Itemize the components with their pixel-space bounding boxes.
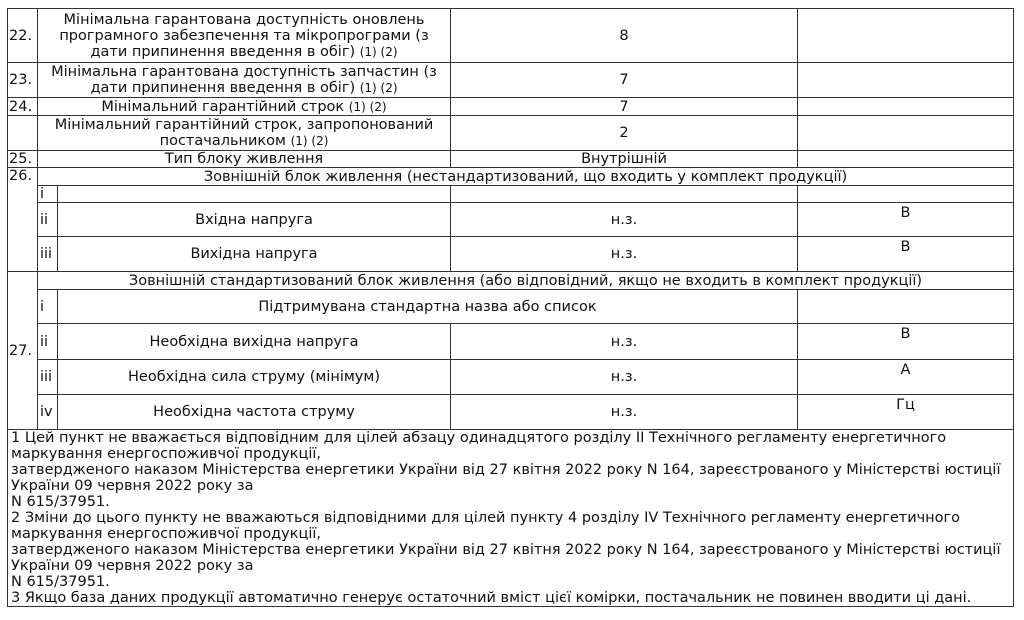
sub-index: iii — [38, 237, 58, 272]
footnote-refs: (1) (2) — [348, 99, 387, 114]
sub-value — [451, 186, 798, 203]
table-row — [8, 203, 1014, 237]
section-header: Зовнішній стандартизований блок живлення (або відповідний, якщо не входить в комплект продукції) — [38, 272, 1014, 290]
sub-label — [58, 186, 451, 203]
sub-label: Вхідна напруга — [58, 203, 451, 237]
row-number: 22. — [8, 9, 38, 63]
footnotes-row — [8, 430, 1014, 607]
footnotes — [8, 430, 1014, 607]
sub-value: н.з. — [451, 237, 798, 272]
footnote-refs: (1) (2) — [359, 44, 398, 59]
sub-unit: В — [798, 203, 1014, 237]
row-number: 25. — [8, 151, 38, 168]
row-extra — [798, 151, 1014, 168]
section-header: Зовнішній блок живлення (нестандартизований, що входить у комплект продукції) — [38, 168, 1014, 186]
table-row — [8, 186, 1014, 203]
row-number: 24. — [8, 98, 38, 116]
sub-label: Необхідна частота струму — [58, 395, 451, 430]
footnote-line: затвердженого наказом Міністерства енергетики України від 27 квітня 2022 року N 164, зареєстрованого у Міністерстві юстиції України 09 червня 2022 року за — [11, 462, 1001, 494]
sub-value: н.з. — [451, 360, 798, 395]
sub-label: Необхідна сила струму (мінімум) — [58, 360, 451, 395]
table-row — [8, 360, 1014, 395]
row-number — [8, 116, 38, 151]
row-number: 26. — [8, 168, 38, 272]
table-row — [8, 168, 1014, 186]
sub-label: Підтримувана стандартна назва або список — [58, 290, 798, 324]
footnote-line: затвердженого наказом Міністерства енергетики України від 27 квітня 2022 року N 164, зареєстрованого у Міністерстві юстиції України 09 червня 2022 року за — [11, 542, 1001, 574]
sub-index: iv — [38, 395, 58, 430]
row-label: Мінімальна гарантована доступність запчастин (з дати припинення введення в обіг) (1) (2) — [38, 63, 451, 98]
sub-label: Вихідна напруга — [58, 237, 451, 272]
row-extra — [798, 116, 1014, 151]
table-row — [8, 116, 1014, 151]
row-extra — [798, 98, 1014, 116]
row-extra — [798, 9, 1014, 63]
row-label: Мінімальна гарантована доступність оновлень програмного забезпечення та мікропрограми (з дати припинення введення в обіг) (1) (2) — [38, 9, 451, 63]
footnote-line: N 615/37951. — [11, 574, 110, 590]
row-extra — [798, 63, 1014, 98]
table-row — [8, 272, 1014, 290]
sub-value: н.з. — [451, 203, 798, 237]
sub-unit: В — [798, 237, 1014, 272]
sub-index: ii — [38, 324, 58, 360]
footnote-line: N 615/37951. — [11, 494, 110, 510]
footnote-refs: (1) (2) — [359, 81, 398, 95]
table-row — [8, 63, 1014, 98]
table-row — [8, 290, 1014, 324]
sub-unit — [798, 290, 1014, 324]
sub-index: i — [38, 186, 58, 203]
footnote-refs: (1) (2) — [290, 134, 329, 148]
sub-value: н.з. — [451, 324, 798, 360]
table-row — [8, 237, 1014, 272]
sub-index: iii — [38, 360, 58, 395]
table-row — [8, 395, 1014, 430]
row-label: Мінімальний гарантійний строк, запропонований постачальником (1) (2) — [38, 116, 451, 151]
sub-value: н.з. — [451, 395, 798, 430]
row-number: 23. — [8, 63, 38, 98]
sub-index: i — [38, 290, 58, 324]
row-value: 7 — [451, 63, 798, 98]
row-value: 2 — [451, 116, 798, 151]
row-value: Внутрішній — [451, 151, 798, 168]
table-row — [8, 9, 1014, 63]
sub-unit: Гц — [798, 395, 1014, 430]
table-row — [8, 324, 1014, 360]
row-number: 27. — [8, 272, 38, 430]
spec-table — [7, 8, 1014, 607]
sub-unit — [798, 186, 1014, 203]
table-row — [8, 151, 1014, 168]
row-value: 8 — [451, 9, 798, 63]
footnote-line: 3 Якщо база даних продукції автоматично генерує остаточний вміст цієї комірки, постачальник не повинен вводити ці дані. — [11, 590, 972, 606]
sub-label: Необхідна вихідна напруга — [58, 324, 451, 360]
row-value: 7 — [451, 98, 798, 116]
footnote-line: 1 Цей пункт не вважається відповідним для цілей абзацу одинадцятого розділу II Технічного регламенту енергетичного маркування енергоспоживчої продукції, — [11, 430, 947, 462]
row-label: Тип блоку живлення — [38, 151, 451, 168]
sub-unit: В — [798, 324, 1014, 360]
footnote-line: 2 Зміни до цього пункту не вважаються відповідними для цілей пункту 4 розділу IV Технічного регламенту енергетичного маркування енергоспоживчої продукції, — [11, 510, 961, 542]
row-label: Мінімальний гарантійний строк (1) (2) — [38, 98, 451, 116]
table-row — [8, 98, 1014, 116]
sub-index: ii — [38, 203, 58, 237]
sub-unit: А — [798, 360, 1014, 395]
